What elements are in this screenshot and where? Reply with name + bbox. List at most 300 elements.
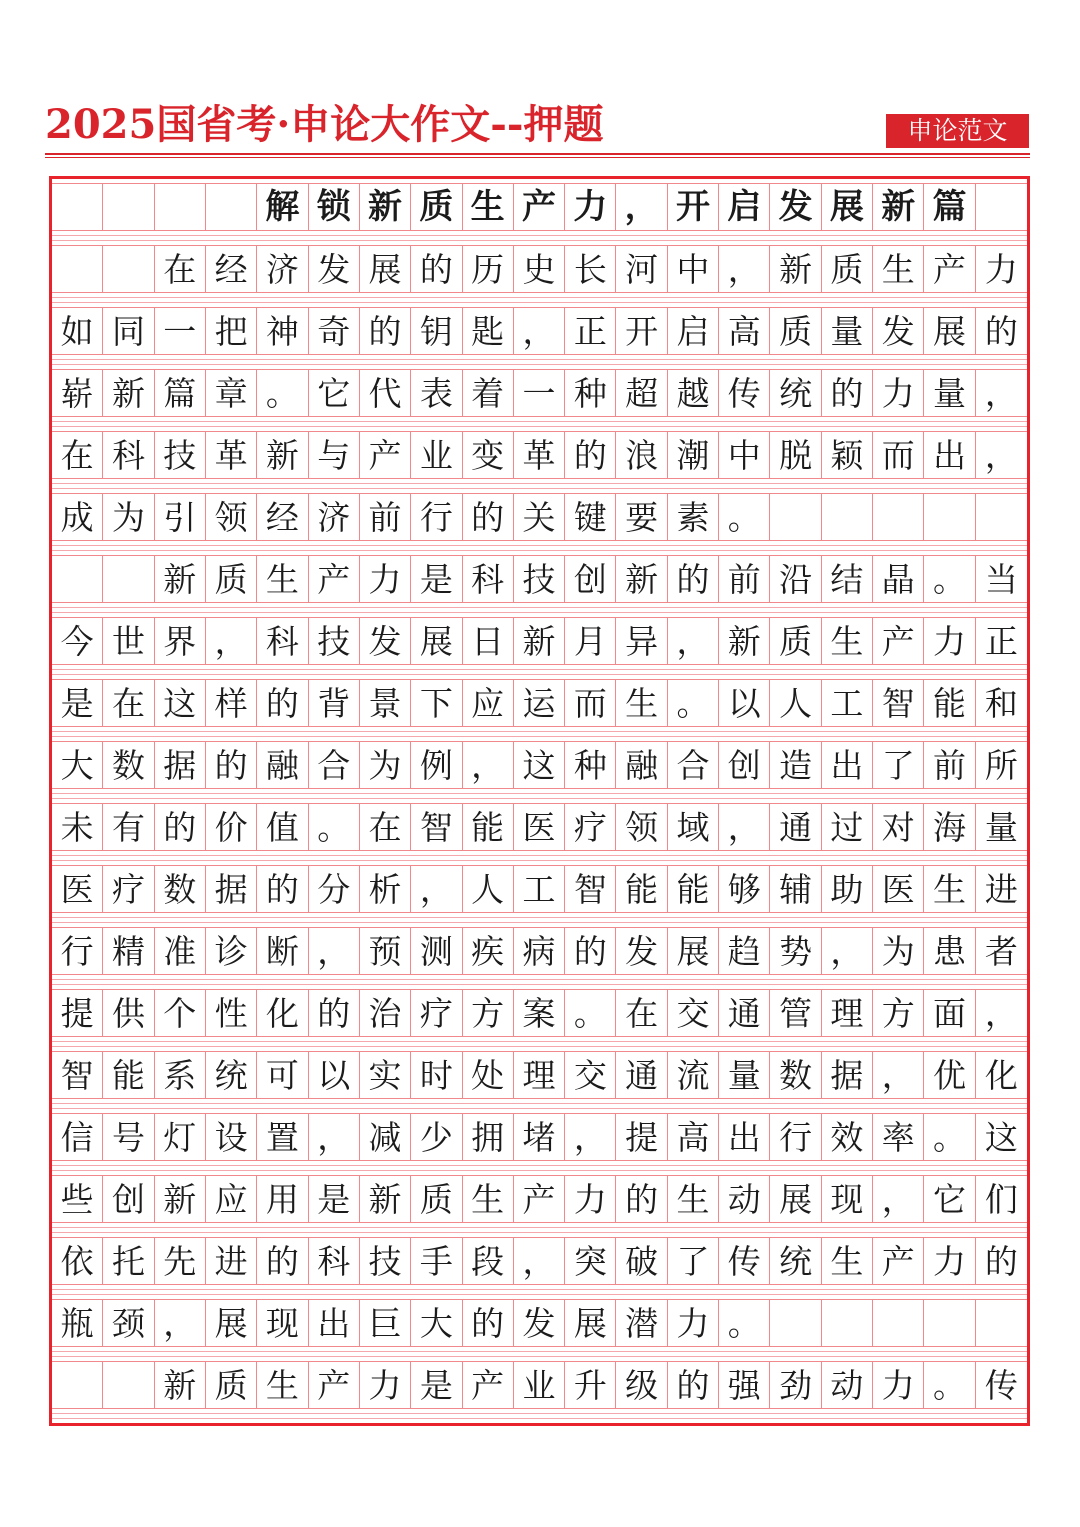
grid-cell: 病 <box>514 927 565 975</box>
grid-cell: 劲 <box>770 1361 821 1409</box>
grid-cell: 产 <box>514 183 565 231</box>
grid-cell: 锁 <box>309 183 360 231</box>
grid-cell: 展 <box>565 1299 616 1347</box>
grid-cell: 篇 <box>155 369 206 417</box>
grid-cell: 。 <box>719 1299 770 1347</box>
grid-cell: 是 <box>309 1175 360 1223</box>
grid-cell: 产 <box>924 245 975 293</box>
grid-cell: 产 <box>309 1361 360 1409</box>
grid-cell: 融 <box>257 741 308 789</box>
grid-cell: 景 <box>360 679 411 727</box>
grid-cell <box>873 1299 924 1347</box>
grid-cell: 量 <box>924 369 975 417</box>
grid-cell: 生 <box>924 865 975 913</box>
grid-cell <box>924 1299 975 1347</box>
grid-cell: 是 <box>52 679 103 727</box>
grid-cell: 正 <box>565 307 616 355</box>
grid-cell: 科 <box>463 555 514 603</box>
grid-cell: ， <box>514 1237 565 1285</box>
grid-cell: 与 <box>309 431 360 479</box>
grid-cell: 量 <box>976 803 1027 851</box>
grid-cell: 的 <box>668 1361 719 1409</box>
grid-cell: 展 <box>668 927 719 975</box>
grid-cell: 应 <box>463 679 514 727</box>
grid-cell: 突 <box>565 1237 616 1285</box>
grid-cell: 力 <box>360 1361 411 1409</box>
grid-cell: 以 <box>309 1051 360 1099</box>
grid-cell: 交 <box>668 989 719 1037</box>
grid-cell: ， <box>976 369 1027 417</box>
grid-cell: 颖 <box>822 431 873 479</box>
grid-cell: 出 <box>719 1113 770 1161</box>
grid-cell: 济 <box>257 245 308 293</box>
grid-cell: 济 <box>309 493 360 541</box>
grid-cell <box>822 493 873 541</box>
grid-cell: 它 <box>309 369 360 417</box>
grid-cell: 篇 <box>924 183 975 231</box>
grid-cell: 减 <box>360 1113 411 1161</box>
grid-cell: 生 <box>463 183 514 231</box>
grid-cell: 实 <box>360 1051 411 1099</box>
grid-cell: ， <box>309 927 360 975</box>
grid-cell: 大 <box>411 1299 462 1347</box>
grid-cell: 辅 <box>770 865 821 913</box>
grid-cell: 奇 <box>309 307 360 355</box>
grid-cell: 分 <box>309 865 360 913</box>
grid-cell: 趋 <box>719 927 770 975</box>
essay-line <box>52 865 1027 913</box>
grid-cell: 出 <box>924 431 975 479</box>
grid-cell: 信 <box>52 1113 103 1161</box>
grid-cell: 前 <box>360 493 411 541</box>
grid-cell: 方 <box>463 989 514 1037</box>
grid-cell <box>103 183 154 231</box>
grid-cell: 新 <box>360 183 411 231</box>
grid-cell: 级 <box>616 1361 667 1409</box>
grid-cell: 置 <box>257 1113 308 1161</box>
grid-cell: 理 <box>822 989 873 1037</box>
grid-cell: 表 <box>411 369 462 417</box>
grid-cell: 大 <box>52 741 103 789</box>
grid-cell: 力 <box>924 617 975 665</box>
grid-cell <box>770 1299 821 1347</box>
grid-cell: 面 <box>924 989 975 1037</box>
grid-cell: 力 <box>565 183 616 231</box>
grid-cell: 堵 <box>514 1113 565 1161</box>
grid-cell: ， <box>309 1113 360 1161</box>
grid-cell: 发 <box>616 927 667 975</box>
grid-cell: 新 <box>360 1175 411 1223</box>
grid-cell: 统 <box>206 1051 257 1099</box>
grid-cell: 崭 <box>52 369 103 417</box>
grid-cell: 引 <box>155 493 206 541</box>
grid-cell: ， <box>411 865 462 913</box>
grid-cell: 的 <box>360 307 411 355</box>
grid-cell: ， <box>206 617 257 665</box>
grid-cell: 展 <box>360 245 411 293</box>
grid-cell: 行 <box>52 927 103 975</box>
grid-cell: 。 <box>719 493 770 541</box>
grid-cell: 拥 <box>463 1113 514 1161</box>
grid-cell: 准 <box>155 927 206 975</box>
grid-cell: 种 <box>565 741 616 789</box>
line-spacer <box>52 1037 1027 1051</box>
grid-cell: 浪 <box>616 431 667 479</box>
grid-cell: 诊 <box>206 927 257 975</box>
grid-cell: 域 <box>668 803 719 851</box>
grid-cell: 的 <box>463 493 514 541</box>
grid-cell: 例 <box>411 741 462 789</box>
grid-cell: 新 <box>155 555 206 603</box>
grid-cell <box>770 493 821 541</box>
grid-cell <box>52 1361 103 1409</box>
grid-cell: 们 <box>976 1175 1027 1223</box>
grid-cell: 设 <box>206 1113 257 1161</box>
grid-cell <box>924 493 975 541</box>
grid-cell: 海 <box>924 803 975 851</box>
essay-line <box>52 431 1027 479</box>
grid-cell: ， <box>668 617 719 665</box>
grid-cell: 技 <box>155 431 206 479</box>
grid-cell: 瓶 <box>52 1299 103 1347</box>
grid-cell: 这 <box>976 1113 1027 1161</box>
grid-cell: 量 <box>822 307 873 355</box>
grid-cell: 发 <box>514 1299 565 1347</box>
grid-cell: 提 <box>52 989 103 1037</box>
essay-line <box>52 555 1027 603</box>
grid-cell: 脱 <box>770 431 821 479</box>
essay-line <box>52 493 1027 541</box>
grid-cell: 医 <box>514 803 565 851</box>
grid-cell: 价 <box>206 803 257 851</box>
grid-cell: ， <box>155 1299 206 1347</box>
grid-cell: 的 <box>257 679 308 727</box>
grid-cell: 破 <box>616 1237 667 1285</box>
grid-cell: 的 <box>616 1175 667 1223</box>
grid-cell: 科 <box>257 617 308 665</box>
grid-cell: 当 <box>976 555 1027 603</box>
line-spacer <box>52 913 1027 927</box>
grid-cell: 发 <box>873 307 924 355</box>
grid-cell: 越 <box>668 369 719 417</box>
grid-cell: 质 <box>411 1175 462 1223</box>
grid-cell: 用 <box>257 1175 308 1223</box>
grid-cell: 行 <box>770 1113 821 1161</box>
grid-cell: 质 <box>411 183 462 231</box>
grid-cell: 结 <box>822 555 873 603</box>
grid-cell: 的 <box>155 803 206 851</box>
grid-cell: 疗 <box>103 865 154 913</box>
grid-cell: 匙 <box>463 307 514 355</box>
grid-cell: 运 <box>514 679 565 727</box>
grid-cell: 领 <box>206 493 257 541</box>
grid-cell: 出 <box>309 1299 360 1347</box>
grid-cell: 过 <box>822 803 873 851</box>
essay-line <box>52 1299 1027 1347</box>
line-spacer <box>52 1409 1027 1423</box>
grid-cell: 疗 <box>411 989 462 1037</box>
grid-cell: 者 <box>976 927 1027 975</box>
grid-cell: 代 <box>360 369 411 417</box>
grid-cell: ， <box>565 1113 616 1161</box>
grid-cell: 史 <box>514 245 565 293</box>
grid-cell: 数 <box>103 741 154 789</box>
grid-cell: 革 <box>206 431 257 479</box>
grid-cell: 键 <box>565 493 616 541</box>
grid-cell: 预 <box>360 927 411 975</box>
grid-cell <box>976 493 1027 541</box>
grid-cell: 段 <box>463 1237 514 1285</box>
grid-cell: 发 <box>360 617 411 665</box>
grid-cell: 生 <box>257 1361 308 1409</box>
grid-cell: 能 <box>924 679 975 727</box>
grid-cell: ， <box>463 741 514 789</box>
grid-cell: 创 <box>565 555 616 603</box>
grid-cell: 展 <box>411 617 462 665</box>
grid-cell: 质 <box>206 555 257 603</box>
grid-cell: 是 <box>411 1361 462 1409</box>
grid-cell: 传 <box>719 1237 770 1285</box>
grid-cell: 着 <box>463 369 514 417</box>
grid-cell: 传 <box>719 369 770 417</box>
grid-cell: 质 <box>206 1361 257 1409</box>
grid-cell: 供 <box>103 989 154 1037</box>
grid-cell: 经 <box>257 493 308 541</box>
grid-cell: 治 <box>360 989 411 1037</box>
grid-cell: 进 <box>976 865 1027 913</box>
grid-cell: 历 <box>463 245 514 293</box>
grid-cell: 析 <box>360 865 411 913</box>
grid-cell: 了 <box>668 1237 719 1285</box>
grid-cell: 效 <box>822 1113 873 1161</box>
essay-line <box>52 803 1027 851</box>
essay-line <box>52 307 1027 355</box>
grid-cell: 钥 <box>411 307 462 355</box>
grid-cell: 智 <box>411 803 462 851</box>
grid-cell <box>206 183 257 231</box>
grid-cell: 开 <box>616 307 667 355</box>
grid-cell: 提 <box>616 1113 667 1161</box>
grid-cell: 河 <box>616 245 667 293</box>
grid-cell: 的 <box>565 927 616 975</box>
grid-cell: 力 <box>976 245 1027 293</box>
grid-cell: 数 <box>770 1051 821 1099</box>
grid-cell: 能 <box>616 865 667 913</box>
grid-cell: 理 <box>514 1051 565 1099</box>
grid-cell: 传 <box>976 1361 1027 1409</box>
grid-cell: 产 <box>309 555 360 603</box>
grid-cell: 创 <box>103 1175 154 1223</box>
grid-cell: 案 <box>514 989 565 1037</box>
line-spacer <box>52 789 1027 803</box>
grid-cell: 一 <box>514 369 565 417</box>
grid-cell: 出 <box>822 741 873 789</box>
grid-cell: ， <box>616 183 667 231</box>
grid-cell: 力 <box>873 369 924 417</box>
grid-cell: 样 <box>206 679 257 727</box>
grid-cell: 产 <box>360 431 411 479</box>
grid-cell: 创 <box>719 741 770 789</box>
grid-cell: 在 <box>52 431 103 479</box>
grid-cell: 工 <box>514 865 565 913</box>
grid-cell: 新 <box>770 245 821 293</box>
grid-cell: 进 <box>206 1237 257 1285</box>
grid-cell: 方 <box>873 989 924 1037</box>
grid-cell: 力 <box>668 1299 719 1347</box>
grid-cell: 产 <box>514 1175 565 1223</box>
category-badge: 申论范文 <box>886 114 1029 148</box>
grid-cell: 如 <box>52 307 103 355</box>
grid-cell: 些 <box>52 1175 103 1223</box>
grid-cell: 测 <box>411 927 462 975</box>
grid-cell: 的 <box>206 741 257 789</box>
grid-cell: 业 <box>514 1361 565 1409</box>
grid-cell: 日 <box>463 617 514 665</box>
essay-line <box>52 1361 1027 1409</box>
grid-cell <box>103 555 154 603</box>
grid-cell: 界 <box>155 617 206 665</box>
grid-cell: 化 <box>976 1051 1027 1099</box>
grid-cell: 质 <box>822 245 873 293</box>
grid-cell: 依 <box>52 1237 103 1285</box>
grid-cell: 据 <box>822 1051 873 1099</box>
grid-cell: ， <box>514 307 565 355</box>
grid-cell: 的 <box>411 245 462 293</box>
header-divider-thin <box>45 157 1030 158</box>
grid-cell: 。 <box>924 1361 975 1409</box>
grid-cell: 少 <box>411 1113 462 1161</box>
grid-cell: 力 <box>873 1361 924 1409</box>
grid-cell: 智 <box>565 865 616 913</box>
grid-cell: 动 <box>822 1361 873 1409</box>
essay-title-row <box>52 183 1027 231</box>
grid-cell: 沿 <box>770 555 821 603</box>
grid-cell: 而 <box>565 679 616 727</box>
grid-cell: 发 <box>309 245 360 293</box>
grid-cell: 智 <box>873 679 924 727</box>
essay-line <box>52 369 1027 417</box>
grid-cell: 现 <box>822 1175 873 1223</box>
grid-cell: 巨 <box>360 1299 411 1347</box>
grid-cell: 同 <box>103 307 154 355</box>
grid-cell: 。 <box>924 1113 975 1161</box>
line-spacer <box>52 851 1027 865</box>
grid-cell: 神 <box>257 307 308 355</box>
grid-cell: 中 <box>668 245 719 293</box>
grid-cell: 晶 <box>873 555 924 603</box>
essay-line <box>52 617 1027 665</box>
grid-cell <box>103 245 154 293</box>
grid-cell: 通 <box>770 803 821 851</box>
grid-cell: 生 <box>257 555 308 603</box>
grid-cell <box>52 245 103 293</box>
header-divider <box>45 153 1030 155</box>
line-spacer <box>52 293 1027 307</box>
grid-cell: 新 <box>514 617 565 665</box>
grid-cell: 经 <box>206 245 257 293</box>
grid-cell: 够 <box>719 865 770 913</box>
grid-cell: 为 <box>360 741 411 789</box>
grid-cell: 动 <box>719 1175 770 1223</box>
grid-cell: 而 <box>873 431 924 479</box>
grid-cell: 生 <box>668 1175 719 1223</box>
grid-cell <box>52 183 103 231</box>
line-spacer <box>52 727 1027 741</box>
grid-cell: 新 <box>719 617 770 665</box>
grid-cell: 力 <box>565 1175 616 1223</box>
grid-cell: ， <box>719 803 770 851</box>
grid-cell: 产 <box>463 1361 514 1409</box>
grid-cell: 势 <box>770 927 821 975</box>
grid-cell: 新 <box>103 369 154 417</box>
grid-cell: 高 <box>719 307 770 355</box>
grid-cell: 下 <box>411 679 462 727</box>
grid-cell: 有 <box>103 803 154 851</box>
grid-cell: 素 <box>668 493 719 541</box>
grid-cell: 。 <box>257 369 308 417</box>
grid-cell: 的 <box>976 1237 1027 1285</box>
grid-cell: 超 <box>616 369 667 417</box>
grid-cell: 的 <box>463 1299 514 1347</box>
grid-cell: 中 <box>719 431 770 479</box>
grid-cell: 统 <box>770 369 821 417</box>
grid-cell: 潜 <box>616 1299 667 1347</box>
line-spacer <box>52 541 1027 555</box>
grid-cell <box>976 183 1027 231</box>
grid-cell: 长 <box>565 245 616 293</box>
grid-cell: 在 <box>616 989 667 1037</box>
grid-cell: 升 <box>565 1361 616 1409</box>
grid-cell: 技 <box>309 617 360 665</box>
grid-cell <box>52 555 103 603</box>
grid-cell: 能 <box>668 865 719 913</box>
grid-cell: 新 <box>155 1361 206 1409</box>
grid-cell: ， <box>719 245 770 293</box>
grid-cell: 高 <box>668 1113 719 1161</box>
grid-cell: 这 <box>514 741 565 789</box>
grid-cell: 为 <box>103 493 154 541</box>
grid-cell: 对 <box>873 803 924 851</box>
grid-cell: 解 <box>257 183 308 231</box>
grid-cell: 时 <box>411 1051 462 1099</box>
grid-cell <box>976 1299 1027 1347</box>
grid-cell: 力 <box>360 555 411 603</box>
grid-cell <box>155 183 206 231</box>
grid-cell: 展 <box>770 1175 821 1223</box>
grid-cell: 合 <box>668 741 719 789</box>
grid-cell: 灯 <box>155 1113 206 1161</box>
grid-cell: 通 <box>616 1051 667 1099</box>
grid-cell: 异 <box>616 617 667 665</box>
grid-cell <box>822 1299 873 1347</box>
grid-cell: 了 <box>873 741 924 789</box>
grid-cell: 数 <box>155 865 206 913</box>
grid-cell: 人 <box>463 865 514 913</box>
line-spacer <box>52 1099 1027 1113</box>
grid-cell: 新 <box>873 183 924 231</box>
grid-cell: 潮 <box>668 431 719 479</box>
grid-cell: 手 <box>411 1237 462 1285</box>
grid-cell: 可 <box>257 1051 308 1099</box>
grid-cell: 生 <box>822 617 873 665</box>
grid-cell: 应 <box>206 1175 257 1223</box>
grid-cell: 的 <box>257 1237 308 1285</box>
line-spacer <box>52 665 1027 679</box>
grid-cell: 力 <box>924 1237 975 1285</box>
grid-cell <box>873 493 924 541</box>
grid-cell: 展 <box>206 1299 257 1347</box>
grid-cell: 。 <box>924 555 975 603</box>
